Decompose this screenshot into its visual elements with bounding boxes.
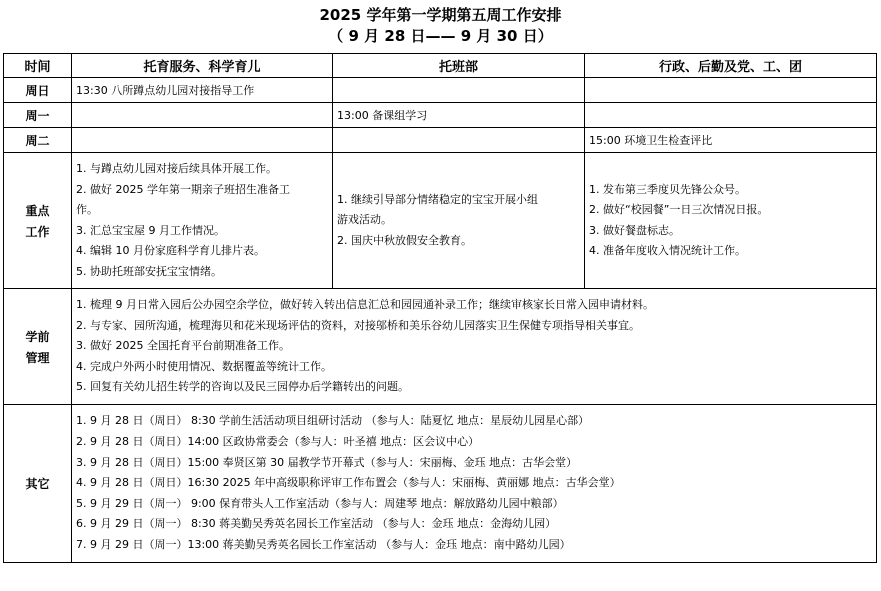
list-item: 3. 做好 2025 全国托育平台前期准备工作。	[76, 339, 290, 353]
row-label-key-work	[4, 153, 72, 289]
schedule-table	[3, 53, 877, 563]
cell-monday-nursery: 13:00 备课组学习	[333, 103, 585, 128]
page-title: 2025 学年第一学期第五周工作安排	[319, 6, 562, 24]
list-item: 游戏活动。	[337, 213, 392, 227]
cell-sunday-nursery	[333, 78, 585, 103]
list-item: 1. 与蹲点幼儿园对接后续具体开展工作。	[76, 162, 277, 175]
table-row-sunday	[4, 78, 877, 103]
list-item: 3. 做好餐盘标志。	[589, 223, 680, 237]
list-item: 2. 国庆中秋放假安全教育。	[337, 233, 472, 247]
row-label-tuesday: 周二	[4, 128, 72, 153]
cell-sunday-childcare: 13:30 八所蹲点幼儿园对接指导工作	[72, 78, 333, 103]
row-label-monday: 周一	[4, 103, 72, 128]
cell-tuesday-nursery	[333, 128, 585, 153]
cell-monday-admin	[585, 103, 877, 128]
list-item: 4. 完成户外两小时使用情况、数据覆盖等统计工作。	[76, 359, 332, 373]
cell-others	[72, 405, 877, 563]
table-row-tuesday	[4, 128, 877, 153]
list-item: 2. 做好“校园餐”一日三次情况日报。	[589, 203, 769, 216]
list-item: 1. 梳理 9 月日常入园后公办园空余学位，做好转入转出信息汇总和园园通补录工作；继续审核家长日常入园申请材料。	[76, 298, 654, 312]
row-label-preschool	[4, 289, 72, 405]
row-label-key-work-line1: 重点	[25, 203, 50, 218]
cell-sunday-admin	[585, 78, 877, 103]
list-item: 1. 继续引导部分情绪稳定的宝宝开展小组	[337, 192, 538, 206]
list-item: 2. 与专家、园所沟通，梳理海贝和花米现场评估的资料，对接邬桥和美乐谷幼儿园落实卫生保健专项指导相关事宜。	[76, 318, 640, 332]
date-range: （ 9 月 28 日—— 9 月 30 日）	[328, 27, 553, 45]
list-item: 4. 9 月 28 日（周日）16:30 2025 年中高级职称评审工作布置会（参与人：宋丽梅、黄丽娜 地点：古华会堂）	[76, 476, 621, 490]
cell-tuesday-admin: 15:00 环境卫生检查评比	[585, 128, 877, 153]
list-item: 1. 9 月 28 日（周日） 8:30 学前生活活动项目组研讨活动 （参与人：陆夏忆 地点：星辰幼儿园星心部）	[76, 414, 590, 428]
list-item: 2. 做好 2025 学年第一期亲子班招生准备工	[76, 182, 290, 196]
column-header-admin: 行政、后勤及党、工、团	[585, 54, 877, 78]
list-item: 5. 9 月 29 日（周一） 9:00 保育带头人工作室活动（参与人：周建琴 地点：解放路幼儿园中粮部）	[76, 496, 564, 510]
list-item: 7. 9 月 29 日（周一）13:00 蒋美勤吴秀英名园长工作室活动 （参与人：金珏 地点：南中路幼儿园）	[76, 537, 571, 551]
cell-tuesday-childcare	[72, 128, 333, 153]
header-row	[4, 54, 877, 78]
table-row-key-work	[4, 153, 877, 289]
list-item: 3. 汇总宝宝屋 9 月工作情况。	[76, 223, 225, 237]
list-item: 作。	[76, 203, 98, 216]
list-item: 4. 准备年度收入情况统计工作。	[589, 244, 746, 257]
row-label-preschool-line1: 学前	[25, 329, 50, 344]
cell-key-work-admin	[585, 153, 877, 289]
cell-preschool-management	[72, 289, 877, 405]
list-item: 6. 9 月 29 日（周一） 8:30 蒋美勤吴秀英名园长工作室活动 （参与人：金珏 地点：金海幼儿园）	[76, 517, 557, 531]
row-label-sunday: 周日	[4, 78, 72, 103]
column-header-childcare: 托育服务、科学育儿	[72, 54, 333, 78]
row-label-others: 其它	[4, 405, 72, 563]
list-item: 4. 编辑 10 月份家庭科学育儿排片表。	[76, 244, 265, 257]
table-row-monday	[4, 103, 877, 128]
cell-key-work-nursery	[333, 153, 585, 289]
list-item: 3. 9 月 28 日（周日）15:00 奉贤区第 30 届教学节开幕式（参与人：宋丽梅、金珏 地点：古华会堂）	[76, 455, 578, 469]
list-item: 5. 回复有关幼儿招生转学的咨询以及民三园停办后学籍转出的问题。	[76, 380, 409, 394]
list-item: 2. 9 月 28 日（周日）14:00 区政协常委会（参与人：叶圣禧 地点：区会议中心）	[76, 435, 480, 449]
row-label-preschool-line2: 管理	[25, 350, 50, 365]
cell-key-work-childcare	[72, 153, 333, 289]
list-item: 1. 发布第三季度贝先锋公众号。	[589, 182, 746, 196]
table-row-preschool	[4, 289, 877, 405]
list-item: 5. 协助托班部安抚宝宝情绪。	[76, 264, 222, 278]
table-row-others	[4, 405, 877, 563]
column-header-time: 时间	[4, 54, 72, 78]
column-header-nursery: 托班部	[333, 54, 585, 78]
row-label-key-work-line2: 工作	[25, 224, 50, 239]
cell-monday-childcare	[72, 103, 333, 128]
